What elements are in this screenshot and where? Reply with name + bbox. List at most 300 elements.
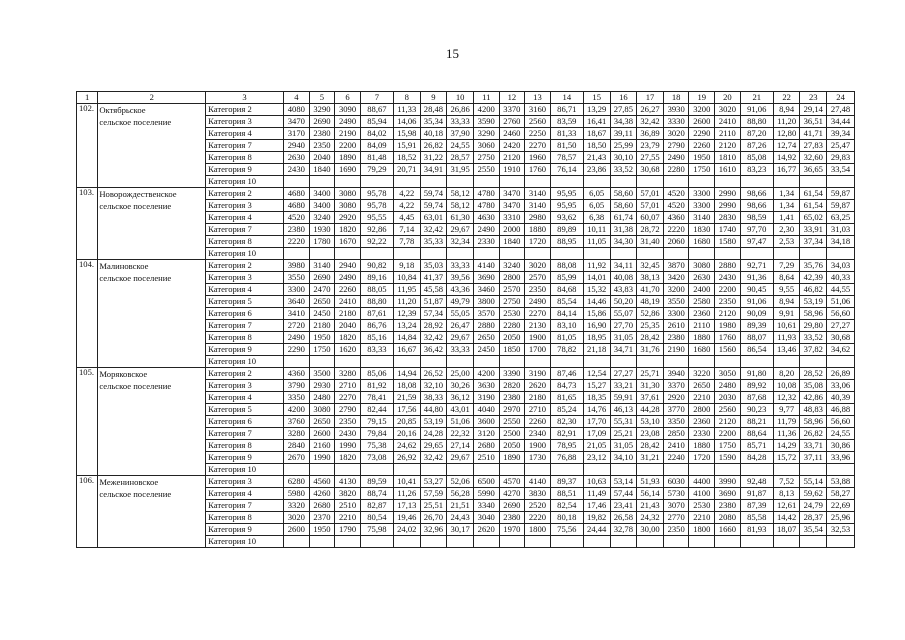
table-cell: 26,82: [800, 428, 827, 440]
table-cell: 2220: [525, 512, 551, 524]
table-cell: 95,78: [360, 200, 393, 212]
table-cell: 2790: [335, 404, 361, 416]
table-cell: 4,45: [393, 212, 420, 224]
table-cell: 79,29: [360, 164, 393, 176]
table-cell: 2110: [689, 320, 715, 332]
table-cell: 2800: [689, 404, 715, 416]
table-cell: 53,19: [420, 416, 447, 428]
table-cell: [583, 464, 610, 476]
table-cell: 2180: [309, 320, 335, 332]
table-cell: 3760: [284, 416, 310, 428]
table-cell: 3930: [663, 104, 689, 116]
table-cell: 55,07: [610, 308, 637, 320]
table-cell: 53,14: [610, 476, 637, 488]
table-cell: 14,06: [393, 116, 420, 128]
table-cell: 2050: [499, 440, 525, 452]
table-cell: 5730: [663, 488, 689, 500]
table-cell: [499, 176, 525, 188]
table-cell: [637, 176, 664, 188]
table-cell: [610, 176, 637, 188]
table-cell: 7,78: [393, 236, 420, 248]
table-cell: 17,13: [393, 500, 420, 512]
table-cell: 89,37: [550, 476, 583, 488]
category-label: Категория 7: [206, 224, 284, 236]
table-cell: 24,02: [393, 524, 420, 536]
table-cell: 53,27: [420, 476, 447, 488]
table-cell: 81,50: [550, 140, 583, 152]
table-cell: 2680: [473, 440, 499, 452]
table-cell: 3050: [715, 368, 741, 380]
table-cell: 29,83: [827, 152, 855, 164]
table-cell: 3300: [689, 188, 715, 200]
table-cell: 2160: [309, 440, 335, 452]
table-cell: 33,71: [800, 440, 827, 452]
table-cell: 2940: [284, 140, 310, 152]
table-cell: 1950: [309, 332, 335, 344]
table-cell: 2530: [689, 500, 715, 512]
category-label: Категория 5: [206, 404, 284, 416]
table-cell: 21,59: [393, 392, 420, 404]
category-label: Категория 4: [206, 488, 284, 500]
table-cell: 26,52: [420, 368, 447, 380]
table-cell: 2520: [525, 500, 551, 512]
table-cell: 58,12: [447, 188, 474, 200]
table-cell: 92,22: [360, 236, 393, 248]
table-cell: 14,46: [583, 296, 610, 308]
table-cell: 81,93: [740, 524, 773, 536]
table-cell: 3400: [309, 188, 335, 200]
table-cell: 35,76: [800, 260, 827, 272]
table-cell: 1950: [309, 524, 335, 536]
table-cell: 2330: [473, 236, 499, 248]
table-cell: 1790: [335, 524, 361, 536]
table-cell: 14,76: [583, 404, 610, 416]
table-cell: 2280: [499, 320, 525, 332]
table-cell: 21,05: [583, 440, 610, 452]
table-cell: 11,26: [393, 488, 420, 500]
table-cell: 2620: [525, 380, 551, 392]
table-cell: 15,86: [583, 308, 610, 320]
table-cell: 82,87: [360, 500, 393, 512]
table-cell: 39,34: [827, 128, 855, 140]
category-label: Категория 4: [206, 284, 284, 296]
table-cell: 2380: [663, 332, 689, 344]
table-cell: 1620: [335, 344, 361, 356]
table-cell: 3770: [663, 404, 689, 416]
table-cell: 8,20: [773, 368, 800, 380]
table-cell: 89,16: [360, 272, 393, 284]
table-cell: 88,95: [550, 236, 583, 248]
table-cell: 1830: [689, 224, 715, 236]
table-cell: 95,78: [360, 188, 393, 200]
table-cell: 8,94: [773, 296, 800, 308]
settlement-section: [77, 476, 855, 548]
table-cell: 2430: [284, 164, 310, 176]
table-cell: 76,14: [550, 164, 583, 176]
table-cell: 4560: [309, 476, 335, 488]
table-cell: 12,74: [773, 140, 800, 152]
table-cell: 88,80: [740, 116, 773, 128]
category-label: Категория 3: [206, 116, 284, 128]
table-row: [77, 476, 855, 488]
table-cell: 63,25: [827, 212, 855, 224]
table-cell: 4400: [689, 476, 715, 488]
table-cell: 4200: [473, 368, 499, 380]
table-cell: 2610: [663, 320, 689, 332]
table-cell: 33,96: [827, 452, 855, 464]
table-cell: 2410: [715, 116, 741, 128]
table-cell: 58,96: [800, 308, 827, 320]
table-cell: 56,60: [827, 416, 855, 428]
table-cell: 9,77: [773, 404, 800, 416]
column-header: 17: [637, 92, 664, 104]
category-label: Категория 2: [206, 188, 284, 200]
table-cell: 2580: [689, 296, 715, 308]
table-cell: [663, 248, 689, 260]
table-cell: 98,66: [740, 200, 773, 212]
table-cell: [284, 356, 310, 368]
table-cell: 33,33: [447, 344, 474, 356]
table-cell: 21,18: [583, 344, 610, 356]
table-cell: [550, 536, 583, 548]
table-cell: [360, 176, 393, 188]
table-cell: 56,60: [827, 308, 855, 320]
settlement-name: [98, 188, 206, 260]
table-cell: 9,18: [393, 260, 420, 272]
table-cell: 1750: [689, 164, 715, 176]
table-cell: 34,03: [827, 260, 855, 272]
table-cell: 4780: [473, 200, 499, 212]
table-cell: 2110: [715, 128, 741, 140]
table-cell: 2450: [309, 308, 335, 320]
table-cell: 2290: [284, 344, 310, 356]
row-number: 103.: [77, 188, 98, 260]
table-cell: 58,60: [610, 200, 637, 212]
table-cell: 33,52: [610, 164, 637, 176]
table-cell: [715, 176, 741, 188]
table-cell: 2350: [309, 140, 335, 152]
table-cell: 86,54: [740, 344, 773, 356]
settlement-name: [98, 368, 206, 476]
table-cell: 2050: [499, 332, 525, 344]
table-cell: 2260: [689, 140, 715, 152]
table-cell: 1850: [499, 344, 525, 356]
table-cell: 3800: [473, 296, 499, 308]
table-cell: 26,70: [420, 512, 447, 524]
settlement-name: [98, 476, 206, 548]
table-cell: 37,61: [637, 392, 664, 404]
table-cell: 30,86: [827, 440, 855, 452]
table-cell: 78,95: [550, 440, 583, 452]
category-label: Категория 3: [206, 200, 284, 212]
table-cell: 3070: [663, 500, 689, 512]
table-cell: 2380: [309, 128, 335, 140]
table-cell: 2920: [335, 212, 361, 224]
table-cell: 2180: [525, 392, 551, 404]
table-cell: 56,14: [637, 488, 664, 500]
table-cell: 1800: [689, 524, 715, 536]
table-cell: 3410: [284, 308, 310, 320]
table-cell: [550, 464, 583, 476]
table-cell: 22,32: [447, 428, 474, 440]
table-cell: 92,48: [740, 476, 773, 488]
table-cell: 88,67: [360, 104, 393, 116]
table-cell: 2790: [663, 140, 689, 152]
table-cell: 2260: [525, 416, 551, 428]
table-cell: 2570: [499, 284, 525, 296]
table-cell: 1750: [309, 344, 335, 356]
table-cell: 57,34: [420, 308, 447, 320]
table-cell: 88,51: [550, 488, 583, 500]
table-cell: 1580: [715, 236, 741, 248]
table-cell: 87,46: [550, 368, 583, 380]
category-label: Категория 7: [206, 140, 284, 152]
settlement-name-line: Межениновское: [99, 477, 159, 487]
table-cell: 3370: [499, 104, 525, 116]
table-cell: 2490: [284, 332, 310, 344]
category-label: Категория 6: [206, 308, 284, 320]
table-cell: 86,71: [550, 104, 583, 116]
table-cell: 49,79: [447, 296, 474, 308]
table-cell: 10,63: [583, 476, 610, 488]
table-cell: 2340: [525, 428, 551, 440]
table-cell: 2970: [499, 404, 525, 416]
table-cell: 3830: [525, 488, 551, 500]
table-cell: [800, 176, 827, 188]
table-cell: 2130: [525, 320, 551, 332]
table-cell: 88,21: [740, 416, 773, 428]
table-cell: 6,05: [583, 200, 610, 212]
table-cell: 2120: [715, 308, 741, 320]
table-cell: 95,55: [360, 212, 393, 224]
table-cell: 27,27: [610, 368, 637, 380]
table-cell: 97,70: [740, 224, 773, 236]
table-cell: 86,76: [360, 320, 393, 332]
table-cell: 91,36: [740, 272, 773, 284]
column-header: 4: [284, 92, 310, 104]
table-cell: [284, 536, 310, 548]
table-cell: 2450: [473, 344, 499, 356]
table-cell: 1660: [715, 524, 741, 536]
table-cell: 1680: [689, 236, 715, 248]
table-cell: 14,29: [773, 440, 800, 452]
settlement-name: [98, 260, 206, 368]
table-cell: [420, 536, 447, 548]
table-cell: [800, 536, 827, 548]
table-cell: 84,28: [740, 452, 773, 464]
table-cell: 28,48: [420, 104, 447, 116]
table-cell: 41,71: [800, 128, 827, 140]
table-cell: [689, 176, 715, 188]
table-cell: 2570: [525, 272, 551, 284]
table-cell: 40,18: [420, 128, 447, 140]
table-cell: 2350: [715, 296, 741, 308]
table-cell: 3300: [284, 284, 310, 296]
settlement-section: [77, 260, 855, 368]
table-cell: 2040: [335, 320, 361, 332]
table-cell: 7,52: [773, 476, 800, 488]
table-cell: 38,33: [420, 392, 447, 404]
table-cell: [715, 536, 741, 548]
table-cell: 2530: [499, 308, 525, 320]
settlement-name-line: Новорождественское: [99, 189, 177, 199]
table-cell: 31,05: [610, 440, 637, 452]
table-cell: [447, 536, 474, 548]
table-cell: [827, 356, 855, 368]
table-cell: 9,55: [773, 284, 800, 296]
table-cell: 34,18: [827, 236, 855, 248]
table-cell: 26,89: [827, 368, 855, 380]
table-cell: 31,38: [610, 224, 637, 236]
table-cell: 31,76: [637, 344, 664, 356]
table-cell: 17,09: [583, 428, 610, 440]
table-cell: 30,00: [637, 524, 664, 536]
table-cell: 82,54: [550, 500, 583, 512]
table-cell: 4140: [473, 260, 499, 272]
table-cell: 11,79: [773, 416, 800, 428]
column-header: 11: [473, 92, 499, 104]
table-cell: [827, 536, 855, 548]
category-label: Категория 8: [206, 152, 284, 164]
table-cell: 87,26: [740, 140, 773, 152]
table-cell: 2350: [663, 524, 689, 536]
category-label: Категория 8: [206, 236, 284, 248]
table-cell: 35,54: [800, 524, 827, 536]
table-cell: 85,08: [740, 152, 773, 164]
table-cell: 3690: [473, 272, 499, 284]
table-cell: 92,86: [360, 224, 393, 236]
column-header: 13: [525, 92, 551, 104]
table-cell: 2410: [663, 440, 689, 452]
table-cell: [583, 248, 610, 260]
table-cell: 25,51: [420, 500, 447, 512]
table-cell: 3310: [499, 212, 525, 224]
settlement-name-line: сельское поселение: [99, 273, 172, 283]
category-label: Категория 4: [206, 128, 284, 140]
table-cell: 2630: [689, 272, 715, 284]
table-cell: 2400: [689, 284, 715, 296]
table-cell: 29,65: [420, 440, 447, 452]
table-cell: 32,10: [420, 380, 447, 392]
table-cell: 3870: [663, 260, 689, 272]
table-cell: [550, 176, 583, 188]
table-cell: 12,80: [773, 128, 800, 140]
category-label: Категория 10: [206, 536, 284, 548]
table-cell: 1810: [715, 152, 741, 164]
table-cell: 3980: [284, 260, 310, 272]
table-cell: 26,92: [393, 452, 420, 464]
table-cell: 59,74: [420, 200, 447, 212]
table-cell: 78,82: [550, 344, 583, 356]
table-cell: [393, 176, 420, 188]
table-cell: 93,62: [550, 212, 583, 224]
table-cell: 3090: [335, 104, 361, 116]
table-cell: 23,08: [637, 428, 664, 440]
table-cell: [525, 356, 551, 368]
table-cell: 33,21: [610, 380, 637, 392]
table-cell: 98,66: [740, 188, 773, 200]
table-cell: [393, 248, 420, 260]
table-cell: [550, 356, 583, 368]
table-cell: 52,86: [637, 308, 664, 320]
table-cell: [447, 248, 474, 260]
table-cell: 4100: [689, 488, 715, 500]
table-cell: 2990: [715, 200, 741, 212]
table-cell: 14,84: [393, 332, 420, 344]
table-cell: 4270: [499, 488, 525, 500]
table-cell: 12,54: [583, 368, 610, 380]
table-cell: 3460: [473, 284, 499, 296]
table-cell: [499, 464, 525, 476]
table-cell: 11,20: [393, 296, 420, 308]
table-cell: 82,30: [550, 416, 583, 428]
table-cell: 1690: [335, 164, 361, 176]
table-cell: 3080: [335, 188, 361, 200]
table-cell: 31,40: [637, 236, 664, 248]
table-cell: 39,11: [610, 128, 637, 140]
table-cell: 20,71: [393, 164, 420, 176]
table-cell: [473, 536, 499, 548]
table-cell: 28,42: [637, 440, 664, 452]
table-cell: 51,06: [447, 416, 474, 428]
table-cell: 2650: [473, 332, 499, 344]
table-cell: 2600: [309, 428, 335, 440]
settlement-name-line: сельское поселение: [99, 117, 172, 127]
table-cell: [740, 536, 773, 548]
table-cell: 3220: [689, 368, 715, 380]
table-cell: [393, 356, 420, 368]
table-cell: 43,83: [610, 284, 637, 296]
table-cell: 18,07: [773, 524, 800, 536]
table-cell: 98,59: [740, 212, 773, 224]
table-cell: 2060: [663, 236, 689, 248]
table-cell: 1560: [715, 344, 741, 356]
table-cell: 2880: [473, 320, 499, 332]
table-cell: 3300: [663, 308, 689, 320]
table-cell: 91,80: [740, 368, 773, 380]
table-cell: 1,34: [773, 200, 800, 212]
table-cell: [525, 248, 551, 260]
table-cell: 35,08: [800, 380, 827, 392]
table-cell: [740, 464, 773, 476]
table-cell: [335, 248, 361, 260]
table-cell: 4,22: [393, 200, 420, 212]
table-cell: 2250: [525, 128, 551, 140]
table-cell: 2000: [499, 224, 525, 236]
table-cell: [637, 536, 664, 548]
table-cell: 61,30: [447, 212, 474, 224]
table-cell: 58,27: [827, 488, 855, 500]
table-cell: [800, 464, 827, 476]
table-cell: 2480: [309, 392, 335, 404]
table-cell: 3590: [473, 116, 499, 128]
table-cell: 80,18: [550, 512, 583, 524]
column-header: 9: [420, 92, 447, 104]
table-cell: 44,80: [420, 404, 447, 416]
table-cell: 55,14: [800, 476, 827, 488]
table-cell: 31,05: [610, 332, 637, 344]
table-cell: 18,50: [583, 140, 610, 152]
table-cell: 2200: [335, 140, 361, 152]
table-cell: 3820: [335, 488, 361, 500]
table-cell: 84,09: [360, 140, 393, 152]
table-cell: 15,91: [393, 140, 420, 152]
table-cell: 13,24: [393, 320, 420, 332]
table-cell: 1820: [335, 332, 361, 344]
table-cell: 32,96: [420, 524, 447, 536]
category-label: Категория 10: [206, 356, 284, 368]
table-cell: 22,69: [827, 500, 855, 512]
